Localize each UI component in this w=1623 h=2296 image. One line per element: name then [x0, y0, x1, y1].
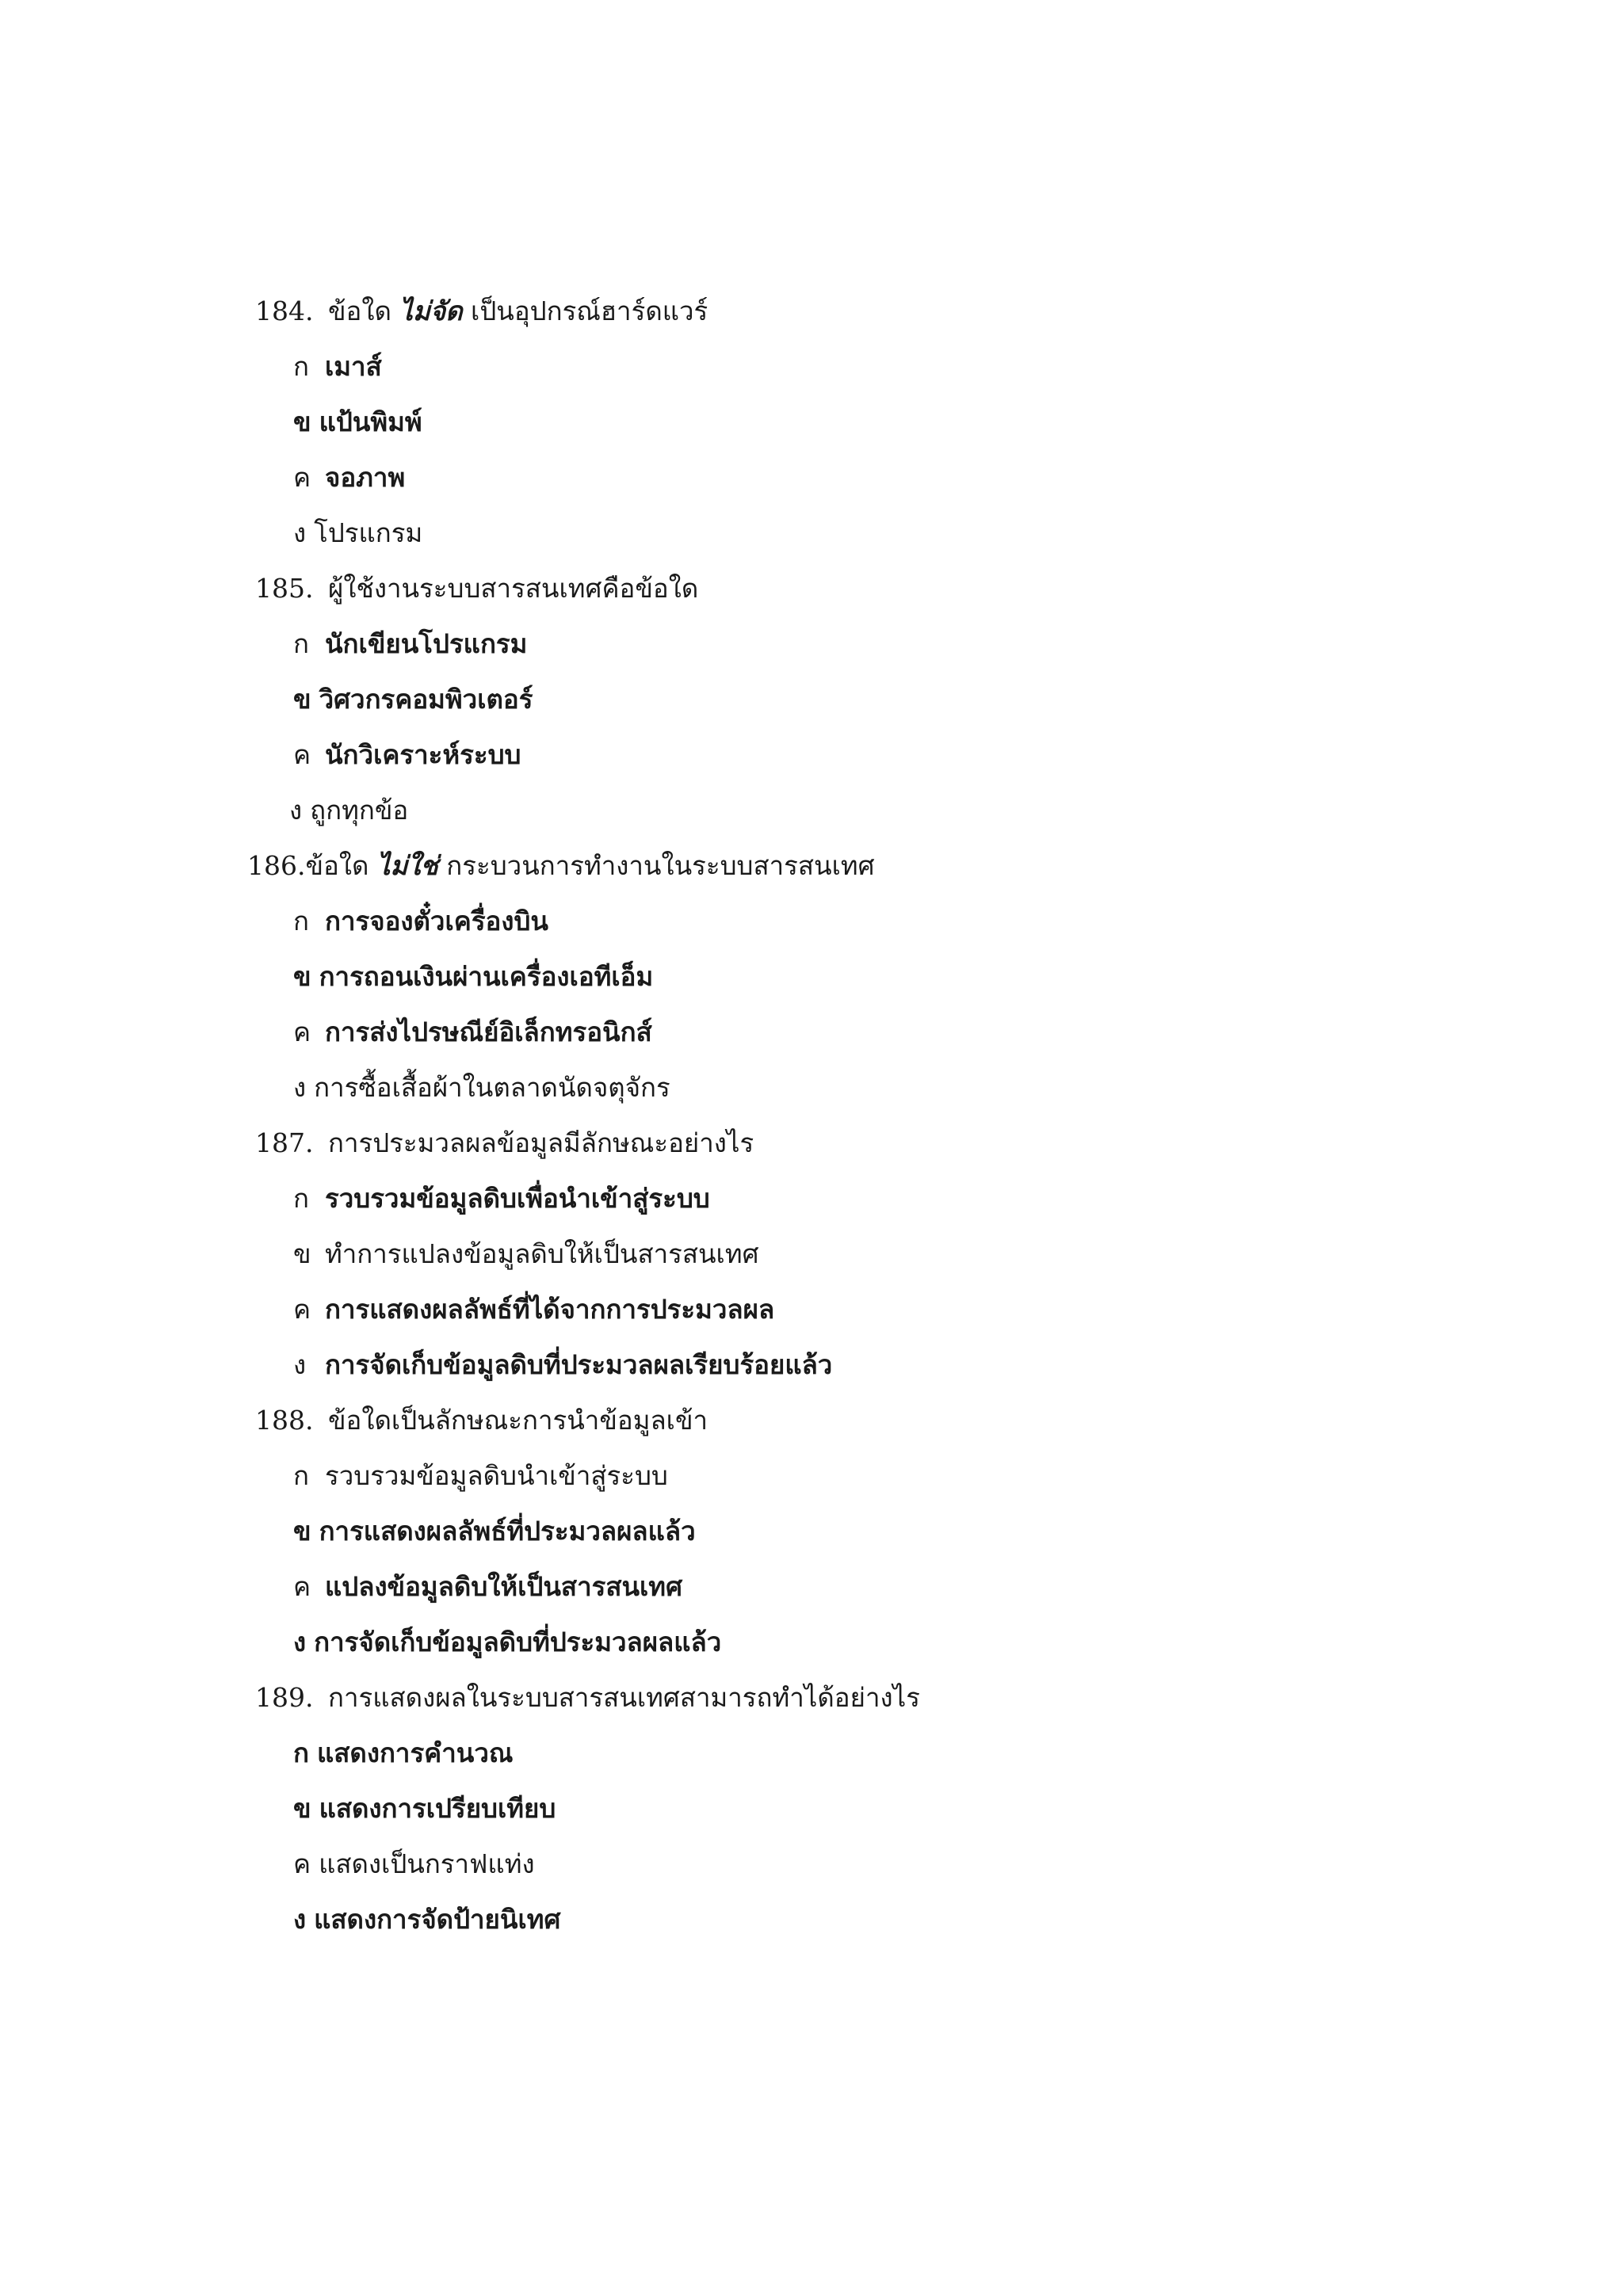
option-letter: ก [293, 351, 309, 382]
option-188-a [293, 1460, 668, 1492]
option-188-c [293, 1571, 682, 1603]
option-letter: ง [289, 795, 303, 826]
option-letter: ง [293, 517, 307, 548]
option-text: ทำการแปลงข้อมูลดิบให้เป็นสารสนเทศ [325, 1238, 759, 1269]
option-text: โปรแกรม [314, 517, 423, 548]
option-184-b [293, 406, 422, 438]
option-text: การจองตั๋วเครื่องบิน [325, 906, 548, 936]
option-text: การจัดเก็บข้อมูลดิบที่ประมวลผลเรียบร้อยแล้ว [325, 1349, 833, 1380]
option-187-c [293, 1294, 774, 1325]
option-letter: ก [293, 1737, 309, 1768]
option-letter: ค [293, 1294, 311, 1325]
option-185-a [293, 628, 527, 660]
option-189-a [293, 1737, 513, 1769]
option-184-d [293, 517, 422, 549]
option-185-b [293, 684, 533, 715]
option-text: การส่งไปรษณีย์อิเล็กทรอนิกส์ [325, 1016, 652, 1047]
option-189-d [293, 1904, 560, 1936]
option-text: การแสดงผลลัพธ์ที่ประมวลผลแล้ว [319, 1516, 696, 1547]
question-186 [247, 850, 875, 882]
question-185 [255, 573, 698, 605]
option-letter: ข [293, 1793, 311, 1824]
question-text-after: กระบวนการทำงานในระบบสารสนเทศ [446, 850, 875, 881]
option-189-b [293, 1793, 556, 1825]
option-text: แสดงการคำนวณ [316, 1737, 514, 1768]
option-text: การถอนเงินผ่านเครื่องเอทีเอ็ม [319, 961, 654, 992]
option-letter: ง [293, 1904, 307, 1935]
option-185-d [289, 795, 408, 826]
option-letter: ง [293, 1072, 307, 1103]
question-emphasis: ไม่จัด [399, 296, 463, 326]
question-number: 185. [255, 573, 314, 604]
question-188 [255, 1405, 708, 1436]
option-letter: ก [293, 1460, 309, 1491]
option-187-a [293, 1183, 710, 1215]
option-text: แสดงการจัดป้ายนิเทศ [314, 1904, 561, 1935]
question-number: 186. [247, 850, 306, 881]
option-text: แปลงข้อมูลดิบให้เป็นสารสนเทศ [325, 1571, 683, 1602]
option-185-c [293, 739, 521, 771]
option-187-b [293, 1238, 759, 1270]
question-emphasis: ไม่ใช่ [376, 850, 438, 881]
option-text: เมาส์ [325, 351, 382, 382]
option-text: ถูกทุกข้อ [310, 795, 409, 826]
option-186-c [293, 1016, 652, 1048]
option-187-d [293, 1349, 832, 1381]
question-text: การแสดงผลในระบบสารสนเทศสามารถทำได้อย่างไร [328, 1682, 920, 1713]
option-letter: ค [293, 1848, 311, 1879]
option-189-c [293, 1848, 535, 1880]
option-letter: ข [293, 961, 311, 992]
option-text: นักเขียนโปรแกรม [325, 628, 528, 659]
option-text: แสดงการเปรียบเทียบ [319, 1793, 556, 1824]
option-text: จอภาพ [325, 462, 406, 493]
question-187 [255, 1127, 754, 1159]
question-text-before: ข้อใด [305, 850, 369, 881]
question-text-before: ข้อใด [328, 296, 391, 326]
option-text: การแสดงผลลัพธ์ที่ได้จากการประมวลผล [325, 1294, 775, 1325]
option-text: แป้นพิมพ์ [319, 406, 422, 437]
option-text: การจัดเก็บข้อมูลดิบที่ประมวลผลแล้ว [314, 1627, 722, 1657]
option-letter: ค [293, 462, 311, 493]
question-text: ผู้ใช้งานระบบสารสนเทศคือข้อใด [328, 573, 699, 604]
question-number: 189. [255, 1682, 314, 1713]
question-number: 188. [255, 1405, 314, 1436]
option-188-b [293, 1516, 696, 1547]
option-text: นักวิเคราะห์ระบบ [325, 739, 521, 770]
option-letter: ค [293, 1016, 311, 1047]
option-184-c [293, 462, 405, 494]
option-letter: ค [293, 1571, 311, 1602]
question-number: 187. [255, 1127, 314, 1158]
option-letter: ข [293, 684, 311, 715]
option-186-d [293, 1072, 670, 1104]
question-189 [255, 1682, 920, 1714]
question-text: การประมวลผลข้อมูลมีลักษณะอย่างไร [328, 1127, 754, 1158]
option-letter: ค [293, 739, 311, 770]
option-letter: ก [293, 906, 309, 936]
option-text: วิศวกรคอมพิวเตอร์ [319, 684, 533, 715]
option-letter: ก [293, 628, 309, 659]
option-letter: ข [293, 406, 311, 437]
question-text: ข้อใดเป็นลักษณะการนำข้อมูลเข้า [328, 1405, 708, 1436]
option-text: รวบรวมข้อมูลดิบนำเข้าสู่ระบบ [325, 1460, 668, 1491]
option-186-b [293, 961, 653, 993]
option-text: การซื้อเสื้อผ้าในตลาดนัดจตุจักร [314, 1072, 670, 1103]
option-184-a [293, 351, 382, 383]
option-text: รวบรวมข้อมูลดิบเพื่อนำเข้าสู่ระบบ [325, 1183, 710, 1214]
option-text: แสดงเป็นกราฟแท่ง [319, 1848, 535, 1879]
option-188-d [293, 1627, 721, 1658]
option-letter: ก [293, 1183, 309, 1214]
question-number: 184. [255, 296, 314, 326]
option-letter: ข [293, 1238, 311, 1269]
option-letter: ง [293, 1349, 307, 1380]
question-text-after: เป็นอุปกรณ์ฮาร์ดแวร์ [471, 296, 708, 326]
option-letter: ข [293, 1516, 311, 1547]
option-letter: ง [293, 1627, 307, 1657]
option-186-a [293, 906, 548, 937]
question-184 [255, 296, 708, 327]
